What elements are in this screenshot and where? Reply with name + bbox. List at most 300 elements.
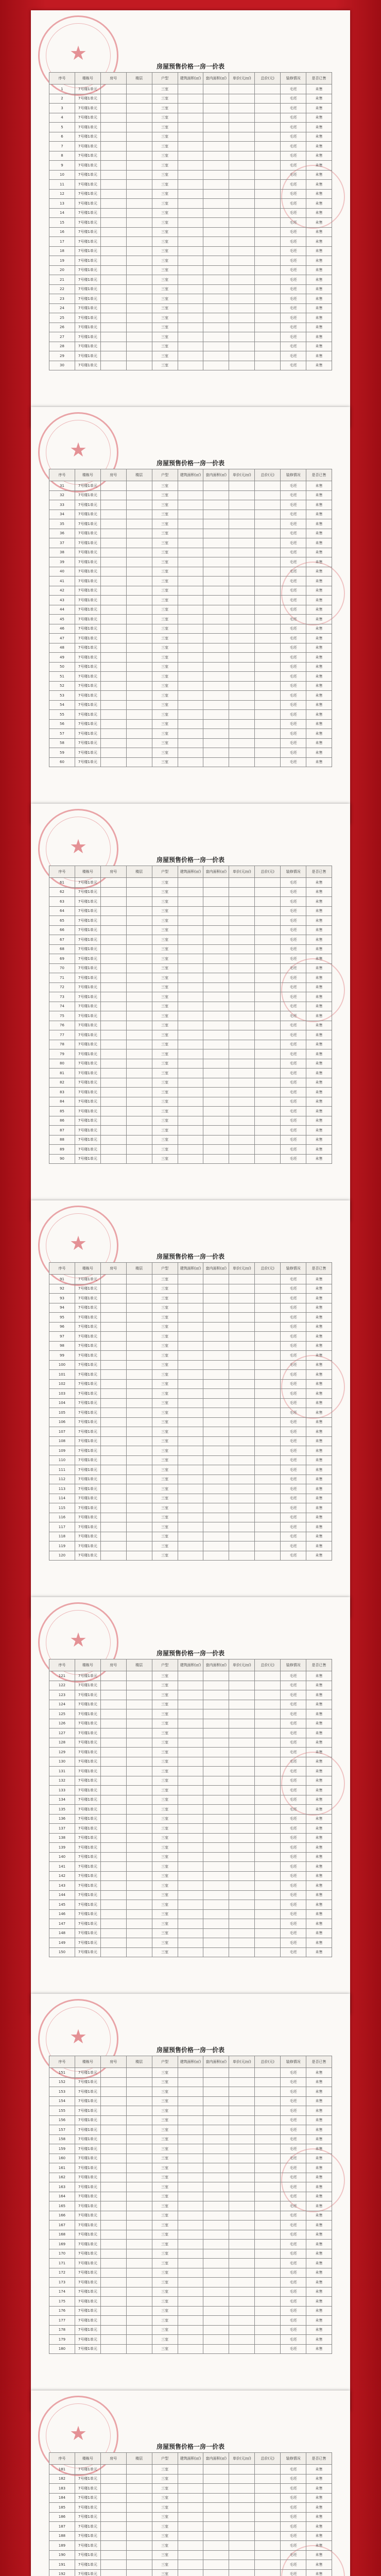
table-cell: 三室 [152,719,178,729]
table-cell: 三室 [152,1116,178,1126]
column-header: 楼层 [126,2056,152,2068]
table-cell: 186 [49,2512,75,2522]
table-cell: 三室 [152,916,178,926]
table-cell [126,519,152,529]
table-cell: 47 [49,634,75,643]
table-cell [126,1408,152,1418]
table-row [49,1021,332,1030]
document-page [31,2391,350,2576]
table-cell: 7号楼1单元 [75,2569,100,2576]
table-cell [203,275,229,285]
table-cell: 三室 [152,275,178,285]
table-cell [178,170,203,180]
table-row [49,2134,332,2144]
table-cell: 毛坯 [281,2230,306,2240]
table-row [49,700,332,710]
table-cell: 7号楼1单元 [75,1427,100,1437]
table-cell: 80 [49,1059,75,1069]
table-cell [126,738,152,748]
table-cell: 7号楼1单元 [75,1881,100,1891]
table-cell [178,897,203,907]
table-cell: 未售 [306,1728,332,1738]
table-cell: 未售 [306,1040,332,1049]
table-cell: 158 [49,2134,75,2144]
table-cell [178,189,203,199]
table-cell [255,916,281,926]
table-cell: 7号楼1单元 [75,180,100,190]
table-cell: 三室 [152,2268,178,2278]
table-cell: 7号楼1单元 [75,294,100,304]
table-cell [100,954,126,964]
table-cell: 7号楼1单元 [75,2106,100,2116]
table-cell: 126 [49,1719,75,1728]
table-cell: 毛坯 [281,1757,306,1767]
table-cell: 50 [49,662,75,672]
table-cell [100,104,126,113]
table-cell: 117 [49,1522,75,1532]
table-row [49,1928,332,1938]
table-cell [255,1284,281,1294]
table-cell [100,2550,126,2560]
table-cell: 7号楼1单元 [75,567,100,577]
table-cell [203,2230,229,2240]
table-cell: 7号楼1单元 [75,992,100,1002]
table-cell: 毛坯 [281,246,306,256]
table-cell [203,1154,229,1164]
table-cell: 未售 [306,2077,332,2087]
table-cell [203,1757,229,1767]
table-cell: 毛坯 [281,490,306,500]
table-cell: 未售 [306,906,332,916]
table-cell [126,294,152,304]
table-cell: 7号楼1单元 [75,123,100,132]
table-row [49,2493,332,2503]
table-cell: 188 [49,2531,75,2541]
table-cell [126,634,152,643]
table-row [49,1909,332,1919]
table-cell: 三室 [152,1351,178,1361]
table-cell: 毛坯 [281,1690,306,1700]
table-cell [178,1059,203,1069]
table-title: 房屋预售价格一房一价表 [156,856,224,863]
table-cell [203,313,229,323]
column-header: 户型 [152,2056,178,2068]
table-cell [100,973,126,983]
table-cell: 172 [49,2268,75,2278]
table-cell: 毛坯 [281,1030,306,1040]
table-cell: 毛坯 [281,1475,306,1484]
table-cell [100,1503,126,1513]
table-cell: 三室 [152,1097,178,1107]
table-cell [178,1909,203,1919]
table-row [49,142,332,151]
table-cell [100,1370,126,1380]
table-cell: 166 [49,2211,75,2221]
table-row [49,1313,332,1323]
table-cell [178,227,203,237]
table-cell [203,925,229,935]
table-cell [229,1322,255,1332]
table-cell: 7号楼1单元 [75,2115,100,2125]
table-cell [178,1389,203,1399]
table-cell [126,1313,152,1323]
table-cell: 毛坯 [281,208,306,218]
table-cell [229,2268,255,2278]
table-cell [126,2306,152,2316]
table-row [49,2550,332,2560]
table-cell: 毛坯 [281,1767,306,1776]
column-header: 是否已售 [306,1659,332,1671]
table-cell: 未售 [306,199,332,209]
table-cell [178,1871,203,1881]
table-cell [255,954,281,964]
table-cell [178,548,203,557]
table-row [49,323,332,332]
table-cell [255,1154,281,1164]
table-cell: 未售 [306,1465,332,1475]
table-cell: 42 [49,586,75,596]
table-cell [203,1719,229,1728]
table-cell [126,2465,152,2475]
table-cell: 未售 [306,538,332,548]
table-cell [178,2550,203,2560]
table-cell [100,2465,126,2475]
table-cell [100,538,126,548]
table-cell [100,2306,126,2316]
table-cell: 54 [49,700,75,710]
table-cell: 未售 [306,1919,332,1929]
table-row [49,1088,332,1097]
table-cell: 三室 [152,1294,178,1303]
table-cell: 三室 [152,567,178,577]
table-cell: 53 [49,691,75,701]
table-cell: 未售 [306,2087,332,2097]
table-cell [100,1313,126,1323]
table-cell [178,104,203,113]
table-cell: 毛坯 [281,596,306,605]
table-cell: 三室 [152,1275,178,1284]
table-cell [255,1532,281,1541]
table-cell [178,265,203,275]
table-cell: 未售 [306,303,332,313]
table-cell: 27 [49,332,75,342]
table-cell [255,1069,281,1078]
table-cell: 7号楼1单元 [75,897,100,907]
table-cell: 毛坯 [281,2503,306,2513]
table-cell [229,1059,255,1069]
table-cell [100,1852,126,1862]
table-row [49,2503,332,2513]
table-cell [126,2287,152,2297]
table-cell: 24 [49,303,75,313]
table-cell: 136 [49,1814,75,1824]
table-cell [229,227,255,237]
table-cell [203,954,229,964]
table-row [49,342,332,351]
table-cell [229,963,255,973]
table-cell [178,1408,203,1418]
table-cell [178,2125,203,2135]
table-cell [100,256,126,266]
table-cell [178,361,203,370]
table-cell [255,1541,281,1551]
table-cell [100,1814,126,1824]
table-cell [100,1919,126,1929]
table-cell [229,1513,255,1522]
table-cell [126,1370,152,1380]
table-cell: 三室 [152,1919,178,1929]
table-cell [203,1002,229,1011]
table-cell: 三室 [152,906,178,916]
table-cell [229,1360,255,1370]
table-cell: 三室 [152,1360,178,1370]
table-cell [178,1360,203,1370]
table-cell: 7号楼1单元 [75,1465,100,1475]
table-cell [255,2192,281,2201]
table-cell [126,1484,152,1494]
table-cell: 毛坯 [281,2240,306,2249]
table-cell [178,1862,203,1872]
table-cell: 未售 [306,1494,332,1503]
table-cell [255,1078,281,1088]
table-cell [100,2316,126,2326]
table-cell: 三室 [152,1030,178,1040]
table-cell: 三室 [152,944,178,954]
table-cell [126,1030,152,1040]
table-cell: 毛坯 [281,1551,306,1561]
table-cell [126,653,152,663]
table-cell [255,113,281,123]
table-cell: 7号楼1单元 [75,1379,100,1389]
table-cell [100,1805,126,1815]
table-cell [100,2259,126,2268]
table-cell [203,1909,229,1919]
table-cell: 7号楼1单元 [75,1738,100,1748]
column-header: 楼层 [126,469,152,481]
table-cell [255,323,281,332]
table-cell [229,2144,255,2154]
table-cell: 未售 [306,2474,332,2484]
table-cell: 三室 [152,925,178,935]
table-cell: 33 [49,500,75,510]
table-cell [126,1040,152,1049]
table-cell [100,1408,126,1418]
table-cell [255,161,281,171]
table-cell [255,2569,281,2576]
table-cell [229,123,255,132]
table-cell [126,1738,152,1748]
table-cell: 未售 [306,567,332,577]
table-cell: 毛坯 [281,2306,306,2316]
table-cell [203,916,229,926]
table-cell [255,189,281,199]
table-cell [178,500,203,510]
table-row [49,2087,332,2097]
table-cell [229,2335,255,2345]
table-cell: 7号楼1单元 [75,2306,100,2316]
table-cell: 7号楼1单元 [75,519,100,529]
table-cell [126,237,152,247]
table-cell: 61 [49,878,75,888]
table-cell: 125 [49,1709,75,1719]
table-row [49,123,332,132]
table-cell: 7号楼1单元 [75,481,100,491]
table-cell [178,567,203,577]
table-cell [126,1843,152,1853]
table-cell [178,1748,203,1757]
table-cell [255,529,281,538]
table-cell [100,1890,126,1900]
table-cell: 毛坯 [281,1417,306,1427]
table-cell: 7号楼1单元 [75,1078,100,1088]
table-cell [178,2493,203,2503]
table-cell [255,973,281,983]
table-cell: 44 [49,605,75,615]
table-cell: 三室 [152,303,178,313]
table-cell: 毛坯 [281,2182,306,2192]
table-cell: 7号楼1单元 [75,1767,100,1776]
table-row [49,151,332,161]
table-cell: 81 [49,1069,75,1078]
column-header: 是否已售 [306,2453,332,2465]
table-cell [126,2230,152,2240]
table-cell [126,1154,152,1164]
column-header: 套内面积(㎡) [203,2453,229,2465]
table-row [49,1370,332,1380]
table-cell [203,2268,229,2278]
table-cell [100,1030,126,1040]
column-header: 总价(元) [255,2056,281,2068]
table-cell [229,1532,255,1541]
table-cell [203,151,229,161]
column-header: 序号 [49,866,75,878]
table-cell [178,643,203,653]
table-cell [255,1909,281,1919]
table-cell [126,1284,152,1294]
table-cell [229,332,255,342]
table-cell [255,653,281,663]
table-cell [100,906,126,916]
table-cell [203,2465,229,2475]
table-cell: 三室 [152,510,178,519]
table-cell [255,303,281,313]
table-cell: 三室 [152,500,178,510]
table-cell [203,1370,229,1380]
table-row [49,1551,332,1561]
table-row [49,1681,332,1690]
table-cell: 77 [49,1030,75,1040]
table-cell: 毛坯 [281,1719,306,1728]
table-cell [100,1767,126,1776]
table-cell [255,142,281,151]
table-cell: 三室 [152,738,178,748]
column-header: 楼栋号 [75,2056,100,2068]
table-cell: 88 [49,1135,75,1145]
table-cell [229,519,255,529]
table-cell [229,1436,255,1446]
table-cell: 三室 [152,2230,178,2240]
table-row [49,2068,332,2078]
table-cell: 毛坯 [281,1398,306,1408]
table-cell [229,954,255,964]
table-cell: 36 [49,529,75,538]
table-cell: 57 [49,729,75,739]
table-cell: 90 [49,1154,75,1164]
table-cell: 未售 [306,1021,332,1030]
table-cell [203,1709,229,1719]
table-cell [100,1757,126,1767]
table-cell: 未售 [306,2316,332,2326]
table-cell: 7号楼1单元 [75,1852,100,1862]
table-cell: 未售 [306,2154,332,2163]
table-row [49,1427,332,1437]
table-cell: 未售 [306,624,332,634]
table-cell [203,1427,229,1437]
table-row [49,634,332,643]
column-header: 序号 [49,1659,75,1671]
table-cell [126,1341,152,1351]
table-cell [255,1436,281,1446]
table-cell: 毛坯 [281,1484,306,1494]
table-cell: 7号楼1单元 [75,1757,100,1767]
table-cell [126,1919,152,1929]
table-cell [203,84,229,94]
table-cell [229,1938,255,1948]
table-cell: 未售 [306,1078,332,1088]
table-cell [100,113,126,123]
table-cell: 7号楼1单元 [75,2316,100,2326]
table-cell: 7号楼1单元 [75,1049,100,1059]
table-cell [229,180,255,190]
table-cell: 7号楼1单元 [75,887,100,897]
table-cell: 7号楼1单元 [75,1786,100,1795]
table-cell: 7号楼1单元 [75,1126,100,1136]
table-cell: 毛坯 [281,2106,306,2116]
table-cell: 三室 [152,1928,178,1938]
table-cell: 7号楼1单元 [75,2144,100,2154]
table-cell [229,2106,255,2116]
table-cell: 未售 [306,1871,332,1881]
table-cell [229,586,255,596]
table-cell [178,653,203,663]
table-cell [203,719,229,729]
table-row [49,1795,332,1805]
table-cell: 7号楼1单元 [75,2268,100,2278]
table-cell: 30 [49,361,75,370]
table-cell [203,510,229,519]
table-cell: 7号楼1单元 [75,1700,100,1709]
table-cell: 三室 [152,1002,178,1011]
table-cell: 134 [49,1795,75,1805]
table-cell [255,672,281,682]
table-cell [178,2297,203,2307]
table-cell: 三室 [152,2344,178,2354]
table-cell: 三室 [152,1776,178,1786]
table-cell [100,1928,126,1938]
table-cell: 未售 [306,748,332,758]
table-cell [178,1532,203,1541]
table-cell [126,963,152,973]
table-cell: 三室 [152,490,178,500]
table-cell: 未售 [306,2560,332,2570]
table-cell: 7号楼1单元 [75,132,100,142]
table-cell [255,1116,281,1126]
table-cell [126,1078,152,1088]
table-cell: 184 [49,2493,75,2503]
table-cell: 未售 [306,2493,332,2503]
table-cell: 11 [49,180,75,190]
column-header: 建筑面积(㎡) [178,2453,203,2465]
